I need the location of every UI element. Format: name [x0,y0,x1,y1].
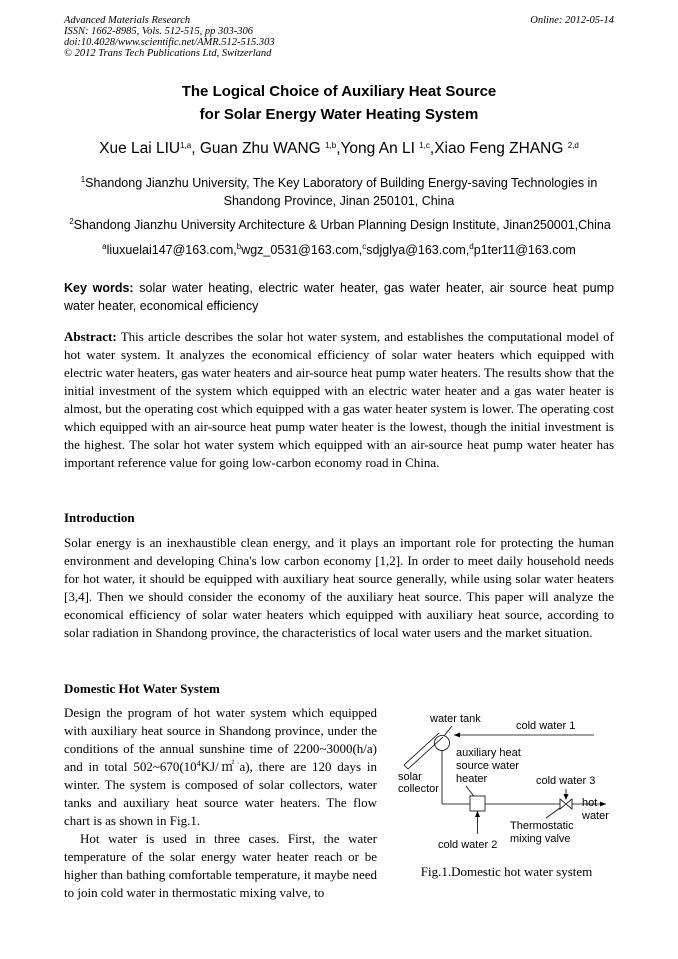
author-sup: 1,c [419,141,430,150]
label-cold-water-3: cold water 3 [536,775,596,787]
keywords-label: Key words: [64,281,134,295]
domestic-paragraph-2: Hot water is used in three cases. First, the water temperature of the solar energy water heater reach or be higher than bathing comfortable temperature, it maybe need to join cold water in thermostatic mixing valve, to [64,831,377,900]
online-date: Online: 2012-05-14 [530,15,614,26]
paper-title-line-2: for Solar Energy Water Heating System [199,106,479,123]
running-header [64,15,614,59]
affiliation-2 [60,216,620,234]
affiliation-text: Shandong Jianzhu University Architecture & Urban Planning Design Institute, Jinan250001,China [73,218,611,232]
pointer-mixing-valve [546,808,560,818]
aux-heater-box [470,796,485,811]
author-sup: 1,a [180,141,192,150]
arrow-hot-water [600,802,606,807]
author-sup: 1,b [325,141,337,150]
mixing-valve-left [560,799,566,809]
affiliation-sup: 1 [80,175,86,184]
label-thermostatic-1: Thermostatic [510,820,574,832]
email-list: $^a$liuxuelai147@163.com,$^b$wgz_0531@163.com,$^c$sdjglya@163.com,$^d$p1ter11@163.com [102,242,576,257]
copyright-line: © 2012 Trans Tech Publications Ltd, Switzerland [64,48,272,59]
arrow-cold-water-2 [475,811,480,817]
affiliation-text: Shandong Jianzhu University, The Key Laboratory of Building Energy-saving Technologies in [85,176,598,190]
keywords-text: solar water heating, electric water heater, gas water heater, air source heat pump water heater, economical efficiency [64,281,614,313]
label-aux-heater-1: auxiliary heat [456,747,521,759]
label-solar-collector-2: collector [398,783,439,795]
affiliation-sup: 2 [69,217,74,226]
label-thermostatic-2: mixing valve [510,833,571,845]
section-heading-domestic-hot-water: Domestic Hot Water System [64,681,220,696]
arrow-cold-water-1 [454,733,460,738]
solar-collector-panel-edge [408,737,443,769]
issn-line: ISSN: 1662-8985, Vols. 512-515, pp 303-306 [64,26,253,37]
label-aux-heater-2: source water [456,760,519,772]
author-name: Xue Lai LIU [99,140,181,157]
email-link[interactable]: wgz_0531@163.com, [241,243,363,257]
solar-collector-panel [404,733,439,765]
email-link[interactable]: sdjglya@163.com, [366,243,470,257]
domestic-paragraph-1: Design the program of hot water system which equipped with auxiliary heat source in Shandong province, under the conditions of the annual sunshine time of 2200~3000(h/a) and in total $502\sim 670(10^4KJ/㎡^\cdot a)$, there are 120 days in winter. The system is composed of solar collectors, water tanks and auxiliary heat source water heaters. The flow chart is as shown in Fig.1. [64,705,378,828]
pointer-water-tank [444,726,452,736]
author-name: Guan Zhu WANG [199,140,326,157]
doi-line: doi:10.4028/www.scientific.net/AMR.512-515.303 [64,37,275,48]
author-sup: 2,d [567,141,579,150]
introduction-paragraph: Solar energy is an inexhaustible clean energy, and it plays an important role for protecting the human environment and developing China's low carbon economy [1,2]. In order to meet daily household needs for hot water, it should be equipped with auxiliary heat source generally, while using solar water heaters [3,4]. Then we should consider the economy of the auxiliary heat source. This paper will analyze the economical efficiency of solar water heaters which equipped with auxiliary heat source, according to solar radiation in Shandong province, the characteristics of local water users and the market situation. [64,535,614,640]
keywords [64,279,614,315]
email-link[interactable]: p1ter11@163.com [473,243,576,257]
mixing-valve-right [566,799,572,809]
label-cold-water-2: cold water 2 [438,839,498,851]
abstract [64,328,614,472]
label-water-tank: water tank [430,713,481,725]
hot-water-system-diagram [394,706,614,858]
email-link[interactable]: liuxuelai147@163.com, [106,243,237,257]
paper-title-line-1: The Logical Choice of Auxiliary Heat Source [181,83,497,100]
author-list: Xue Lai LIU$^{1,a}$, Guan Zhu WANG $^{1,b}$,Yong An LI $^{1,c}$,Xiao Feng ZHANG $^{2,d}$ [99,140,579,157]
author-name: Xiao Feng ZHANG [434,140,568,157]
label-aux-heater-3: heater [456,773,488,785]
author-name: Yong An LI [340,140,420,157]
figure-caption: Fig.1.Domestic hot water system [420,864,593,879]
label-hot-water-2: water [582,810,609,822]
section-heading-introduction: Introduction [64,510,135,525]
affiliation-1 [64,174,614,210]
abstract-text: This article describes the solar hot water system, and establishes the computational model of hot water system. It analyzes the economical efficiency of solar water heaters which equipped with electric water heaters, gas water heaters and air-source heat pump water heaters. The results show that the initial investment of the system which equipped with an electric water heater and a gas water heater is almost, but the operating cost which equipped with a gas water heater system is lower. The operating cost which equipped with an air-source heat pump water heater is the lowest, though the initial investment is the highest. The solar hot water system which equipped with an air-source heat pump water heater has important reference value for going low-carbon economy road in China. [64,329,614,470]
label-cold-water-1: cold water 1 [516,720,576,732]
label-solar-collector-1: solar [398,771,422,783]
label-hot-water-1: hot [582,797,598,809]
affiliation-text: Shandong Province, Jinan 250101, China [223,194,455,208]
journal-name: Advanced Materials Research [64,15,191,26]
arrow-cold-water-3 [564,794,569,800]
abstract-label: Abstract: [64,329,117,344]
